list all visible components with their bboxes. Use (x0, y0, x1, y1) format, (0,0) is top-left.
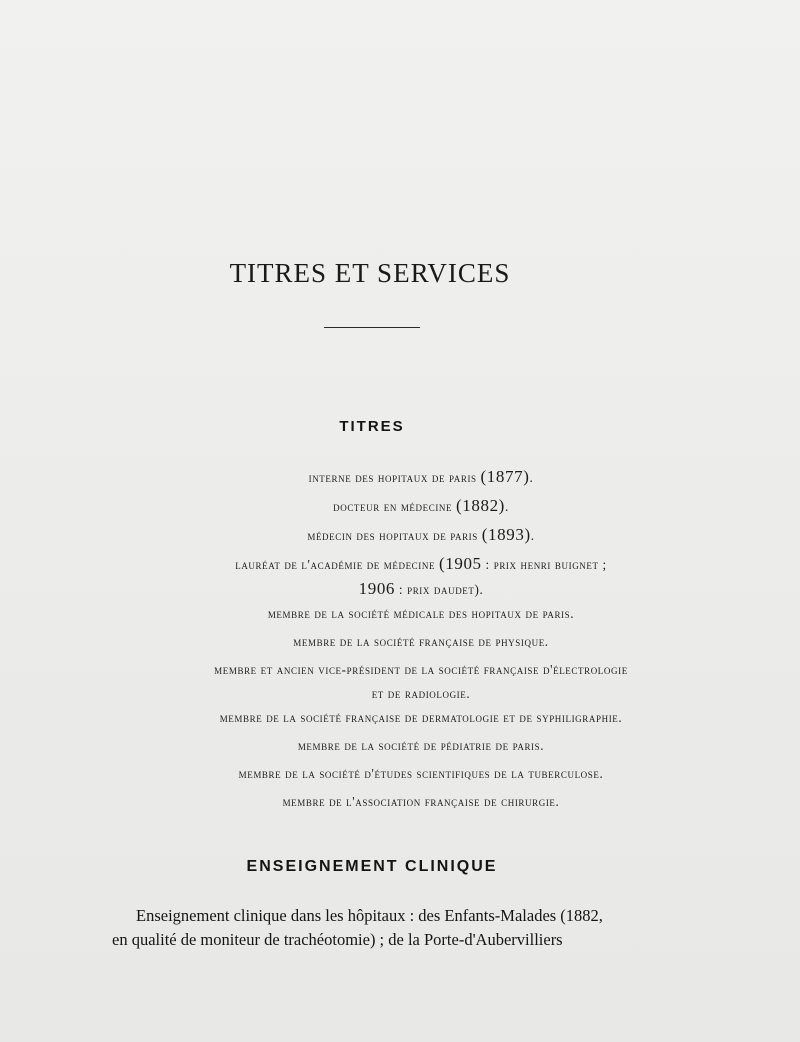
titres-line: membre de la société de pédiatrie de paris. (297, 738, 545, 753)
titres-line: médecin des hopitaux de paris (1893). (307, 525, 535, 544)
paragraph-line: en qualité de moniteur de trachéotomie) ; de la Porte-d'Aubervilliers (112, 930, 563, 949)
titres-line: 1906 : prix daudet). (358, 579, 484, 598)
page-title: TITRES ET SERVICES (229, 258, 511, 288)
titres-line: docteur en médecine (1882). (333, 496, 509, 515)
enseignement-heading: ENSEIGNEMENT CLINIQUE (246, 858, 498, 875)
bleed-through-shadow (100, 100, 700, 210)
titres-line: membre de la société française de dermatologie et de syphiligraphie. (219, 710, 623, 725)
titres-line: membre de la société médicale des hopitaux de paris. (267, 606, 575, 621)
titres-line: et de radiologie. (371, 686, 471, 701)
paragraph-line: Enseignement clinique dans les hôpitaux : des Enfants-Malades (1882, (136, 906, 603, 925)
titres-line: membre de la société française de physique. (293, 634, 549, 649)
titres-line: lauréat de l'académie de médecine (1905 : prix henri buignet ; (235, 554, 607, 573)
titres-heading: TITRES (339, 418, 405, 435)
titres-line: interne des hopitaux de paris (1877). (308, 467, 534, 486)
titres-line: membre de la société d'études scientifiques de la tuberculose. (238, 766, 604, 781)
titres-line: membre et ancien vice-président de la société française d'électrologie (214, 662, 628, 677)
titres-list (100, 463, 742, 816)
title-rule (324, 327, 420, 328)
enseignement-paragraph (112, 904, 658, 952)
titres-line: membre de l'association française de chirurgie. (282, 794, 560, 809)
